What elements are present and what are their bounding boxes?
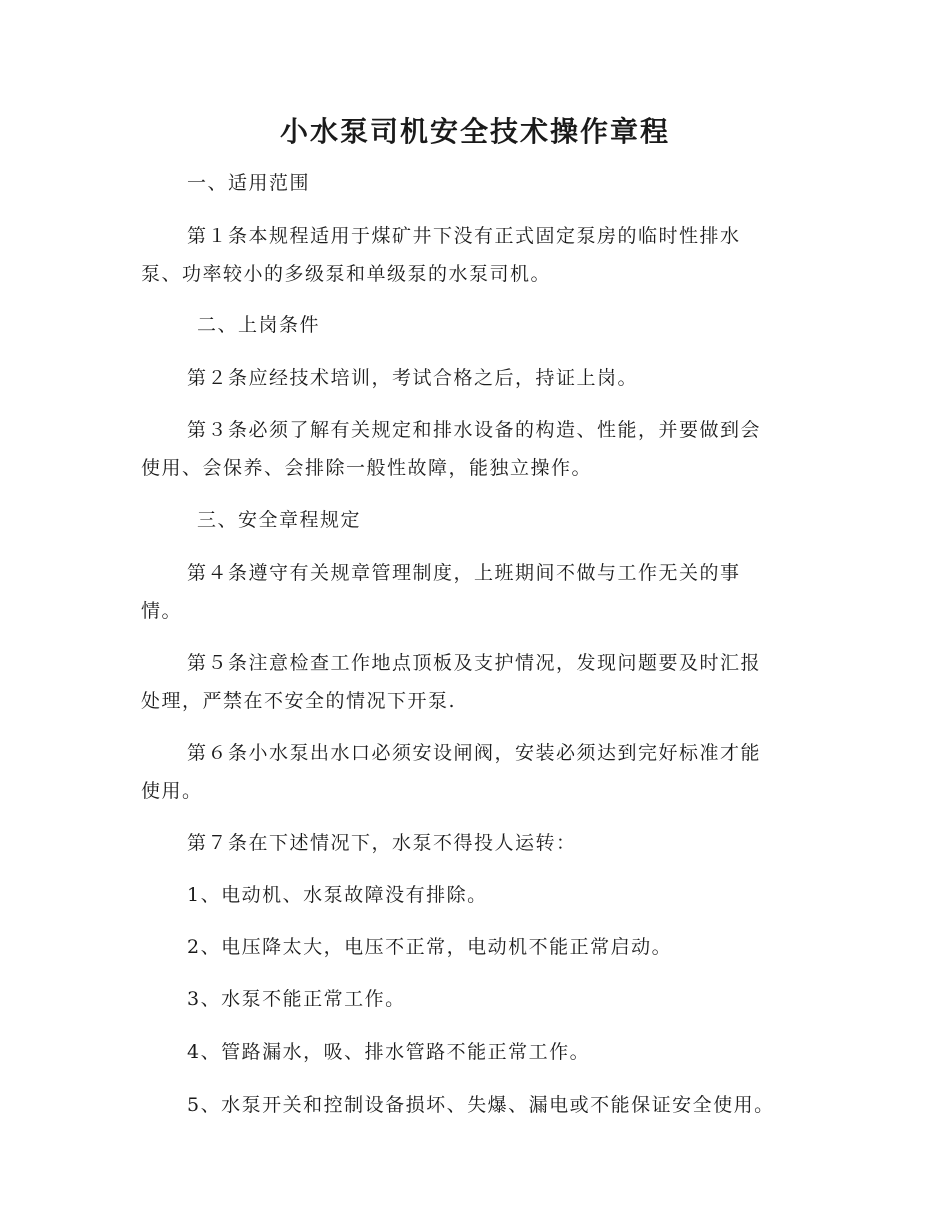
article-4-line-2: 情。	[141, 600, 183, 622]
article-1-line-2: 泵、功率较小的多级泵和单级泵的水泵司机。	[141, 263, 552, 285]
article-6-line-1: 第６条小水泵出水口必须安设闸阀，安装必须达到完好标准才能	[187, 742, 762, 764]
article-5-line-2: 处理，严禁在不安全的情况下开泵.	[141, 690, 457, 712]
document-title: 小水泵司机安全技术操作章程	[279, 115, 670, 148]
article-3-line-1: 第３条必须了解有关规定和排水设备的构造、性能，并要做到会	[187, 419, 762, 441]
list-item-5: 5、水泵开关和控制设备损坏、失爆、漏电或不能保证安全使用。	[187, 1094, 775, 1116]
list-item-4: 4、管路漏水，吸、排水管路不能正常工作。	[187, 1041, 591, 1063]
section-heading-safety-rules: 三、安全章程规定	[197, 509, 362, 531]
list-item-3: 3、水泵不能正常工作。	[187, 988, 406, 1010]
article-4-line-1: 第４条遵守有关规章管理制度，上班期间不做与工作无关的事	[187, 562, 741, 584]
section-heading-qualifications: 二、上岗条件	[197, 314, 321, 336]
article-7: 第７条在下述情况下，水泵不得投人运转：	[187, 832, 577, 854]
article-1-line-1: 第１条本规程适用于煤矿井下没有正式固定泵房的临时性排水	[187, 225, 741, 247]
article-2: 第２条应经技术培训，考试合格之后，持证上岗。	[187, 367, 639, 389]
list-item-2: 2、电压降太大，电压不正常，电动机不能正常启动。	[187, 936, 673, 958]
article-5-line-1: 第５条注意检查工作地点顶板及支护情况，发现问题要及时汇报	[187, 652, 762, 674]
article-3-line-2: 使用、会保养、会排除一般性故障，能独立操作。	[141, 457, 593, 479]
section-heading-scope: 一、适用范围	[187, 172, 311, 194]
list-item-1: 1、电动机、水泵故障没有排除。	[187, 884, 488, 906]
article-6-line-2: 使用。	[141, 780, 203, 802]
